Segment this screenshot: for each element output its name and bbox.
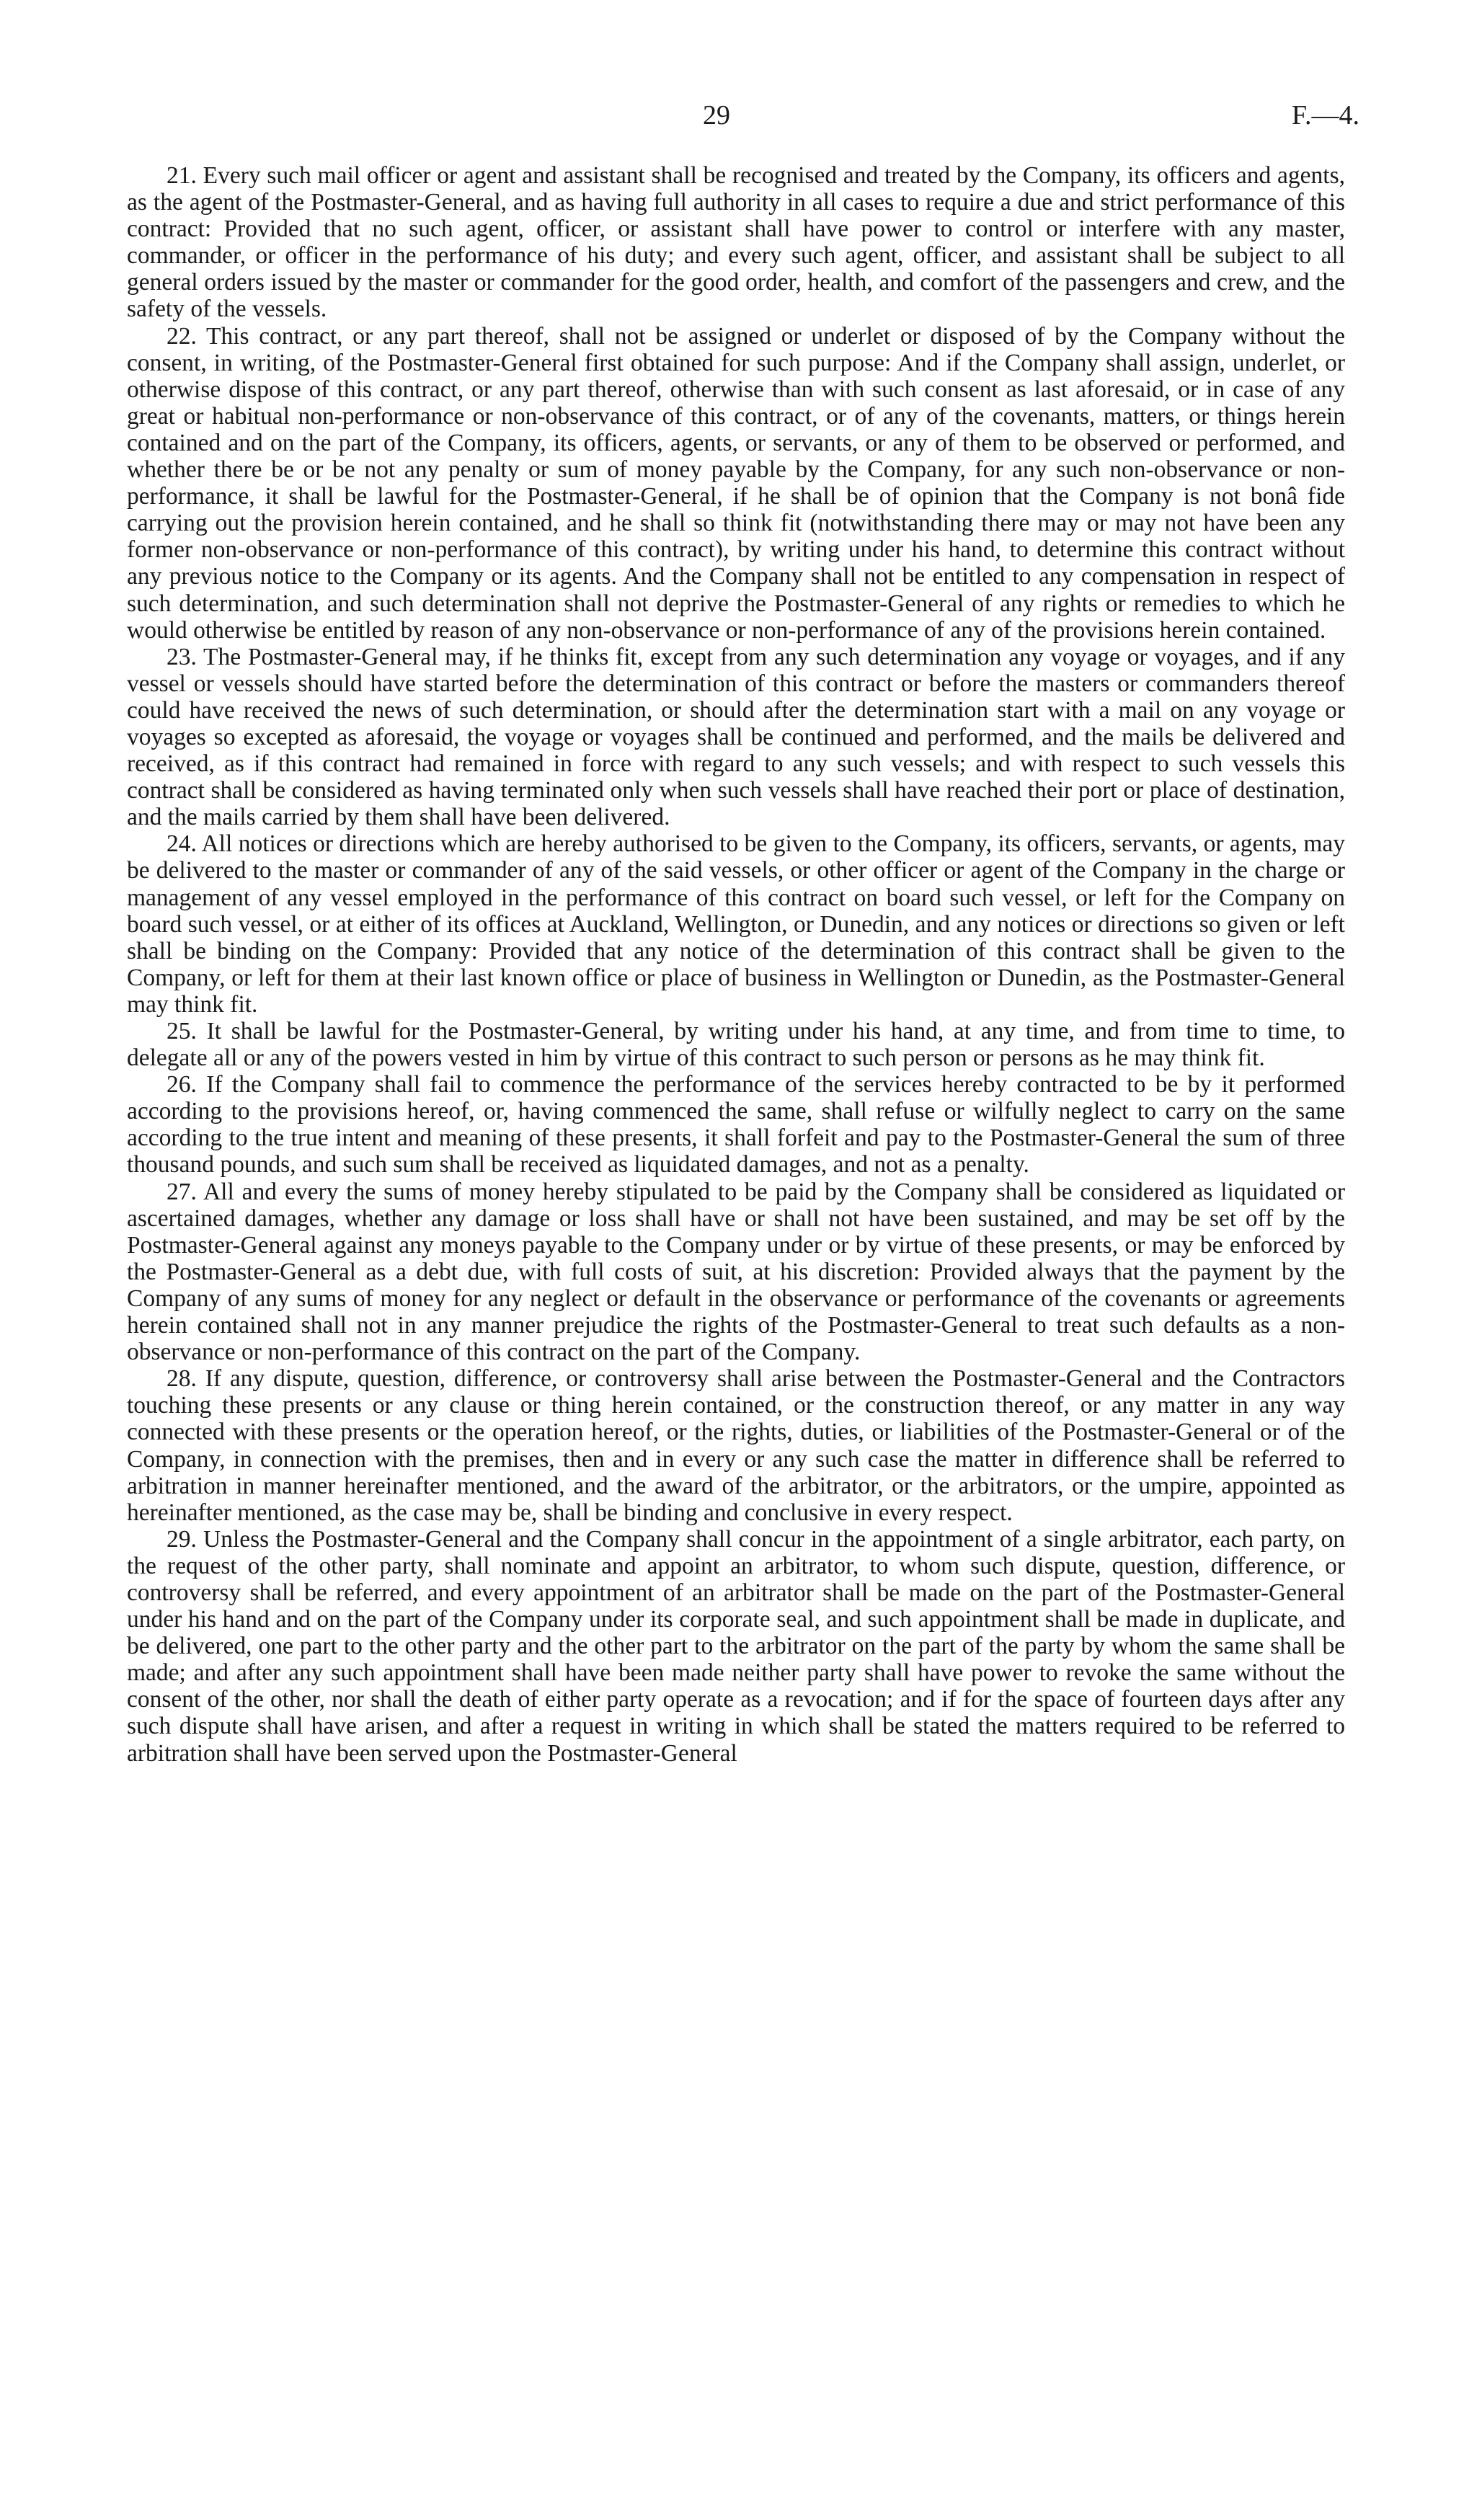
clause-text: All and every the sums of money hereby stipulated to be paid by the Company shall be considered as liquidated or ascertained damages, whether any damage or loss shall have or shall not have been sustained, and may be set off by the Postmaster-General against any moneys payable to the Company under or by virtue of these presents, or may be enforced by the Postmaster-General as a debt due, with full costs of suit, at his discretion: Provided always that the payment by the Company of any sums of money for any neglect or default in the observance or performance of the covenants or agreements herein contained shall not in any manner prejudice the rights of the Postmaster-General to treat such defaults as a non-observance or non-performance of this contract on the part of the Company.	[127, 1178, 1345, 1366]
clause-26	[127, 1071, 1345, 1178]
clause-number: 26.	[167, 1071, 197, 1099]
clause-text: If the Company shall fail to commence the performance of the services hereby contracted to be by it performed according to the provisions hereof, or, having commenced the same, shall refuse or wilfully neglect to carry on the same according to the true intent and meaning of these presents, it shall forfeit and pay to the Postmaster-General the sum of three thousand pounds, and such sum shall be received as liquidated damages, and not as a penalty.	[127, 1071, 1345, 1179]
clause-text: It shall be lawful for the Postmaster-General, by writing under his hand, at any time, and from time to time, to delegate all or any of the powers vested in him by virtue of this contract to such person or persons as he may think fit.	[127, 1018, 1345, 1072]
page-header	[0, 99, 1464, 143]
clause-27	[127, 1179, 1345, 1366]
clause-text: Unless the Postmaster-General and the Company shall concur in the appointment of a single arbitrator, each party, on the request of the other party, shall nominate and appoint an arbitrator, to whom such dispute, question, difference, or controversy shall be referred, and every appointment of an arbitrator shall be made on the part of the Postmaster-General under his hand and on the part of the Company under its corporate seal, and such appointment shall be made in duplicate, and be delivered, one part to the other party and the other part to the arbitrator on the part of the party by whom the same shall be made; and after any such appointment shall have been made neither party shall have power to revoke the same without the consent of the other, nor shall the death of either party operate as a revocation; and if for the space of fourteen days after any such dispute shall have arisen, and after a request in writing in which shall be stated the matters required to be referred to arbitration shall have been served upon the Postmaster-General	[127, 1525, 1345, 1767]
clause-text: All notices or directions which are hereby authorised to be given to the Company, its officers, servants, or agents, may be delivered to the master or commander of any of the said vessels, or other officer or agent of the Company in the charge or management of any vessel employed in the performance of this contract on board such vessel, or left for the Company on board such vessel, or at either of its offices at Auckland, Wellington, or Dunedin, and any notices or directions so given or left shall be binding on the Company: Provided that any notice of the determination of this contract shall be given to the Company, or left for them at their last known office or place of business in Wellington or Dunedin, as the Postmaster-General may think fit.	[127, 830, 1346, 1018]
clause-number: 29.	[167, 1525, 197, 1553]
clause-number: 23.	[167, 643, 197, 670]
clause-28	[127, 1365, 1345, 1526]
clause-21	[127, 162, 1345, 323]
clause-text: The Postmaster-General may, if he thinks fit, except from any such determination any voyage or voyages, and if any vessel or vessels should have started before the determination of this contract or before the masters or commanders thereof could have received the news of such determination, or should after the determination start with a mail on any voyage or voyages so excepted as aforesaid, the voyage or voyages shall be continued and performed, and the mails be delivered and received, as if this contract had remained in force with regard to any such vessels; and with respect to such vessels this contract shall be considered as having terminated only when such vessels shall have reached their port or place of destination, and the mails carried by them shall have been delivered.	[127, 643, 1345, 831]
clause-text: If any dispute, question, difference, or controversy shall arise between the Postmaster-General and the Contractors touching these presents or any clause or thing herein contained, or the construction thereof, or any matter in any way connected with these presents or the operation hereof, or the rights, duties, or liabilities of the Postmaster-General or of the Company, in connection with the premises, then and in every or any such case the matter in difference shall be referred to arbitration in manner hereinafter mentioned, and the award of the arbitrator, or the arbitrators, or the umpire, appointed as hereinafter mentioned, as the case may be, shall be binding and conclusive in every respect.	[127, 1365, 1346, 1526]
clause-number: 28.	[167, 1365, 197, 1393]
clause-number: 25.	[167, 1018, 197, 1044]
clause-text: This contract, or any part thereof, shall not be assigned or underlet or disposed of by the Company without the consent, in writing, of the Postmaster-General first obtained for such purpose: And if the Company shall assign, underlet, or otherwise dispose of this contract, or any part thereof, otherwise than with such consent as last aforesaid, or in case of any great or habitual non-performance or non-observance of this contract, or of any of the covenants, matters, or things herein contained and on the part of the Company, its officers, agents, or servants, or any of them to be observed or performed, and whether there be or be not any penalty or sum of money payable by the Company, for any such non-observance or non-performance, it shall be lawful for the Postmaster-General, if he shall be of opinion that the Company is not bonâ fide carrying out the provision herein contained, and he shall so think fit (notwithstanding there may or may not have been any former non-observance or non-performance of this contract), by writing under his hand, to determine this contract without any previous notice to the Company or its agents. And the Company shall not be entitled to any compensation in respect of such determination, and such determination shall not deprive the Postmaster-General of any rights or remedies to which he would otherwise be entitled by reason of any non-observance or non-performance of any of the provisions herein contained.	[127, 322, 1345, 644]
document-reference: F.—4.	[1291, 100, 1359, 130]
clause-number: 24.	[167, 830, 197, 858]
clause-number: 22.	[167, 322, 197, 350]
clause-25	[127, 1018, 1345, 1071]
clause-29	[127, 1526, 1345, 1767]
clause-22	[127, 323, 1345, 644]
clause-number: 27.	[167, 1178, 197, 1205]
page-number: 29	[703, 100, 730, 130]
clause-24	[127, 830, 1345, 1018]
clause-text: Every such mail officer or agent and assistant shall be recognised and treated by the Company, its officers and agents, as the agent of the Postmaster-General, and as having full authority in all cases to require a due and strict performance of this contract: Provided that no such agent, officer, or assistant shall have power to control or interfere with any master, commander, or officer in the performance of his duty; and every such agent, officer, and assistant shall be subject to all general orders issued by the master or commander for the good order, health, and comfort of the passengers and crew, and the safety of the vessels.	[127, 162, 1346, 323]
contract-body	[127, 162, 1345, 1767]
clause-23	[127, 644, 1345, 831]
clause-number: 21.	[167, 162, 197, 189]
